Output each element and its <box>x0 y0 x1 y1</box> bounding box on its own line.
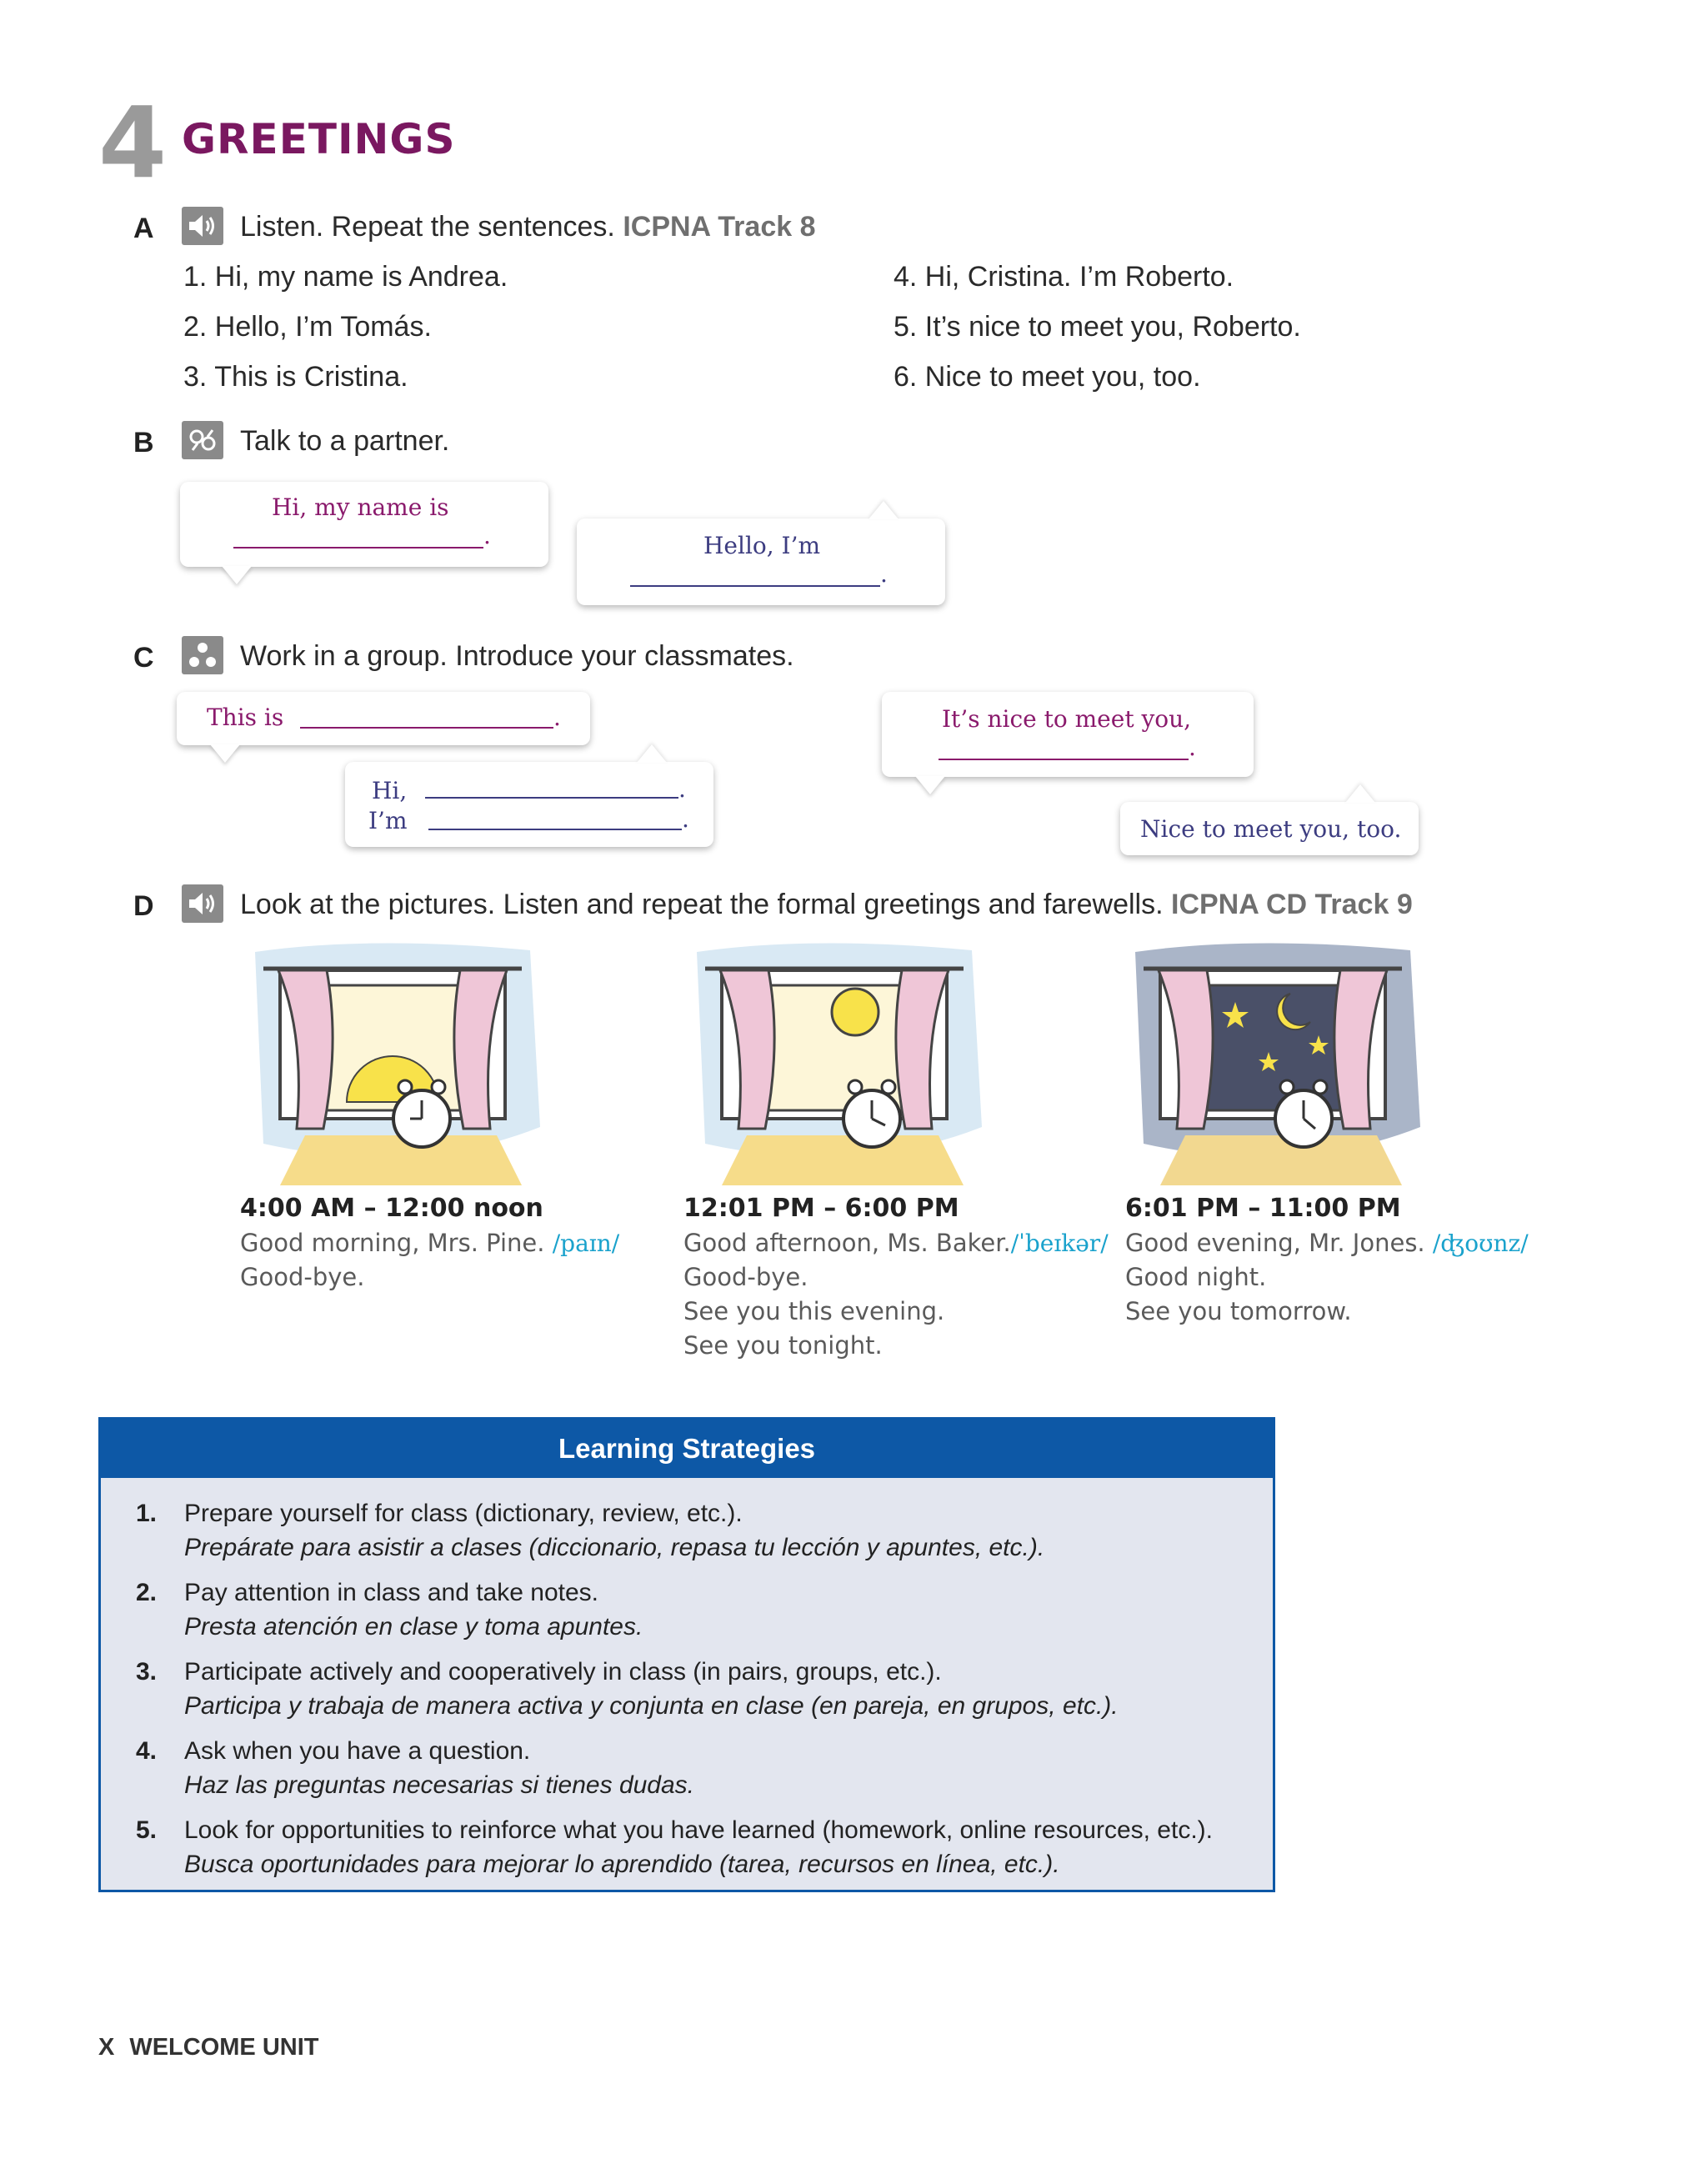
section-a-text: Listen. Repeat the sentences. <box>240 211 615 243</box>
section-a-instruction <box>240 211 816 243</box>
farewell-line: Good-bye. <box>683 1263 808 1291</box>
strategy-spanish: Presta atención en clase y toma apuntes. <box>184 1613 643 1641</box>
blank-line <box>233 547 483 549</box>
learning-strategies-box <box>98 1417 1275 1892</box>
strategy-number: 2. <box>136 1579 158 1606</box>
time-column-morning <box>240 1194 619 1295</box>
page-footer <box>98 2034 319 2061</box>
track-label: ICPNA CD Track 9 <box>1171 889 1413 920</box>
blank-line <box>425 797 678 799</box>
time-column-evening <box>1125 1194 1529 1329</box>
section-number: 4 <box>98 85 168 200</box>
pronunciation: /ˈbeɪkər/ <box>1010 1230 1109 1257</box>
unit-label: WELCOME UNIT <box>129 2034 319 2061</box>
bubble-text: I’m <box>368 807 408 834</box>
bubble-period: . <box>880 560 888 588</box>
strategy-spanish: Haz las preguntas necesarias si tienes dudas. <box>184 1771 695 1799</box>
bubble-period: . <box>483 522 491 549</box>
pronunciation: /paɪn/ <box>552 1230 620 1257</box>
speaker-icon[interactable] <box>182 207 223 245</box>
section-d-text: Look at the pictures. Listen and repeat the formal greetings and farewells. <box>240 889 1164 920</box>
strategy-number: 1. <box>136 1500 158 1527</box>
greeting-line <box>1125 1226 1529 1260</box>
section-d-letter: D <box>133 890 154 922</box>
sentence-item: 5. It’s nice to meet you, Roberto. <box>894 311 1301 343</box>
time-range: 6:01 PM – 11:00 PM <box>1125 1194 1401 1223</box>
section-b-text: Talk to a partner. <box>240 425 450 457</box>
pair-talk-icon <box>182 421 223 459</box>
bubble-period: . <box>678 775 686 803</box>
strategy-english: Ask when you have a question. <box>184 1737 531 1765</box>
greeting-text: Good afternoon, Ms. Baker. <box>683 1229 1011 1257</box>
speech-bubble <box>1120 802 1419 855</box>
section-title: GREETINGS <box>182 115 456 163</box>
time-range: 12:01 PM – 6:00 PM <box>683 1194 959 1223</box>
farewell-line: See you tomorrow. <box>1125 1297 1352 1325</box>
learning-strategies-title: Learning Strategies <box>101 1420 1273 1478</box>
farewell-line: Good night. <box>1125 1263 1267 1291</box>
strategy-english: Prepare yourself for class (dictionary, review, etc.). <box>184 1500 743 1527</box>
blank-line <box>630 585 880 587</box>
sentence-item: 2. Hello, I’m Tomás. <box>183 311 432 343</box>
afternoon-window-illustration <box>688 935 989 1185</box>
strategy-english: Look for opportunities to reinforce what you have learned (homework, online resources, etc.). <box>184 1816 1213 1844</box>
bubble-period: . <box>1189 734 1196 761</box>
section-d-instruction <box>240 889 1413 921</box>
greeting-text: Good morning, Mrs. Pine. <box>240 1229 545 1257</box>
sentence-item: 6. Nice to meet you, too. <box>894 361 1201 393</box>
sentence-item: 1. Hi, my name is Andrea. <box>183 261 508 293</box>
bubble-text: It’s nice to meet you, <box>942 705 1192 733</box>
group-icon <box>182 636 223 674</box>
speech-bubble <box>882 692 1254 777</box>
blank-line <box>300 727 553 729</box>
bubble-period: . <box>682 805 689 833</box>
speech-bubble <box>345 762 713 847</box>
strategy-number: 4. <box>136 1737 158 1765</box>
sentence-item: 4. Hi, Cristina. I’m Roberto. <box>894 261 1234 293</box>
speaker-icon[interactable] <box>182 884 223 923</box>
bubble-period: . <box>553 704 561 731</box>
farewell-line: See you tonight. <box>683 1331 883 1360</box>
strategy-spanish: Busca oportunidades para mejorar lo aprendido (tarea, recursos en línea, etc.). <box>184 1851 1060 1878</box>
greeting-line <box>240 1226 619 1260</box>
page-number: X <box>98 2034 115 2061</box>
bubble-text: This is <box>207 704 284 731</box>
time-range: 4:00 AM – 12:00 noon <box>240 1194 543 1223</box>
section-b-letter: B <box>133 427 154 458</box>
track-label: ICPNA Track 8 <box>623 211 816 243</box>
strategy-spanish: Participa y trabaja de manera activa y conjunta en clase (en pareja, en grupos, etc.). <box>184 1692 1119 1720</box>
strategy-number: 5. <box>136 1816 158 1844</box>
strategy-spanish: Prepárate para asistir a clases (diccionario, repasa tu lección y apuntes, etc.). <box>184 1534 1045 1561</box>
speech-bubble <box>177 692 590 745</box>
blank-line <box>939 759 1189 760</box>
farewell-line: Good-bye. <box>240 1263 365 1291</box>
farewell-line: See you this evening. <box>683 1297 945 1325</box>
sentence-item: 3. This is Cristina. <box>183 361 408 393</box>
pronunciation: /ʤoʊnz/ <box>1432 1230 1529 1257</box>
section-c-text: Work in a group. Introduce your classmates. <box>240 640 794 672</box>
section-c-letter: C <box>133 642 154 674</box>
speech-bubble <box>180 482 548 567</box>
morning-window-illustration <box>247 935 547 1185</box>
bubble-text: Hello, I’m <box>703 532 821 559</box>
bubble-text: Nice to meet you, too. <box>1140 815 1402 843</box>
strategy-english: Participate actively and cooperatively in class (in pairs, groups, etc.). <box>184 1658 942 1686</box>
speech-bubble <box>577 518 945 605</box>
section-a-letter: A <box>133 213 154 244</box>
bubble-text: Hi, <box>372 777 408 804</box>
time-column-afternoon <box>683 1194 1109 1363</box>
bubble-text: Hi, my name is <box>272 493 449 521</box>
greeting-text: Good evening, Mr. Jones. <box>1125 1229 1425 1257</box>
blank-line <box>428 829 682 830</box>
strategy-number: 3. <box>136 1658 158 1686</box>
evening-window-illustration <box>1127 935 1427 1185</box>
strategy-english: Pay attention in class and take notes. <box>184 1579 598 1606</box>
greeting-line <box>683 1226 1109 1260</box>
